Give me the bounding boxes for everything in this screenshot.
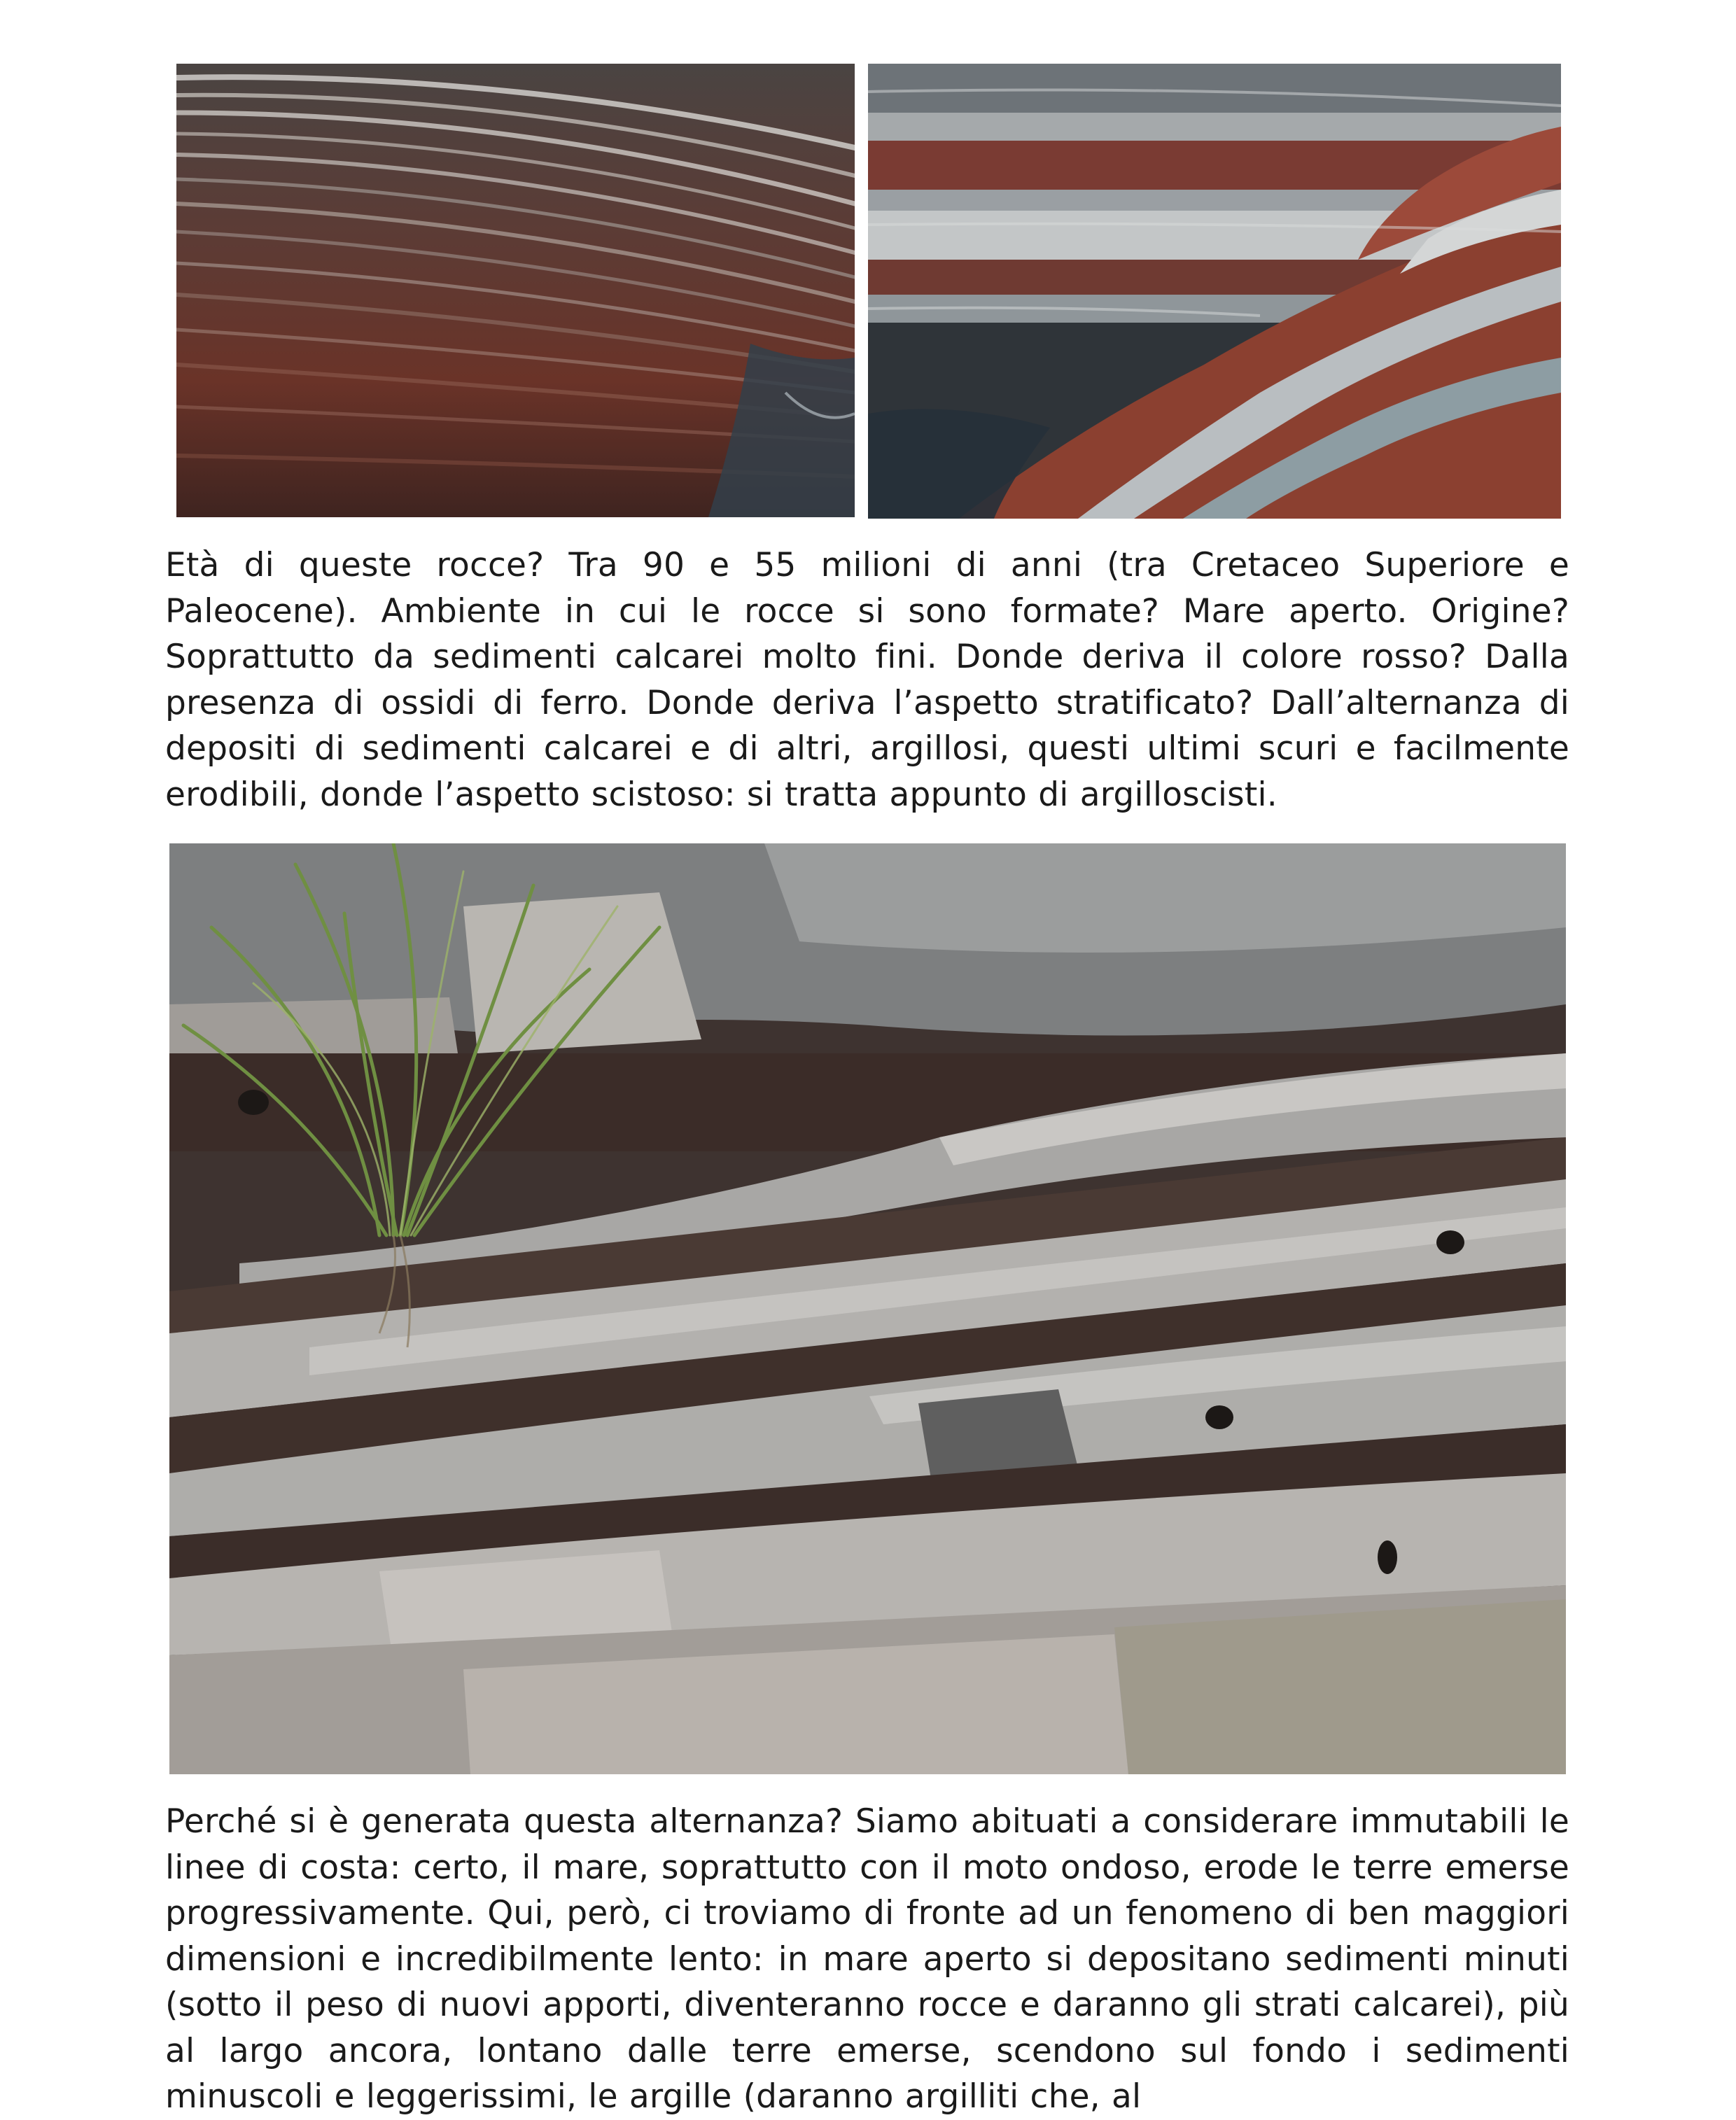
paragraph-age-origin: Età di queste rocce? Tra 90 e 55 milioni di anni (tra Cretaceo Superiore e Paleocene). Ambiente in cui le rocce si sono formate? Mare aperto. Origine? Soprattutto da sedimenti calcarei molto fini. Donde deriva il colore rosso? Dalla presenza di ossidi di ferro. Donde deriva l’aspetto stratificato? Dall’alternanza di depositi di sedimenti calcarei e di altri, argillosi, questi ultimi scuri e facilmente erodibili, donde l’aspetto scistoso: si tratta appunto di argilloscisti. [165, 546, 1569, 814]
paragraph-alternation: Perché si è generata questa alternanza? Siamo abituati a considerare immutabili le linee di costa: certo, il mare, soprattutto con il moto ondoso, erode le terre emerse progressivamente. Qui, però, ci troviamo di fronte ad un fenomeno di ben maggiori dimensioni e incredibilmente lento: in mare aperto si depositano sedimenti minuti (sotto il peso di nuovi apporti, diventeranno rocce e daranno gli strati calcarei), più al largo ancora, lontano dalle terre emerse, scendono sul fondo i sedimenti minuscoli e leggerissimi, le argille (daranno argilliti che, al [165, 1802, 1569, 2116]
photo-layered-rock-wall [176, 64, 855, 517]
limestone-clay-alternation-image [169, 843, 1566, 1774]
layered-rock-wall-image [176, 64, 855, 517]
photo-red-grey-strata [868, 64, 1561, 519]
photo-limestone-clay-alternation [169, 843, 1566, 1774]
red-grey-strata-image [868, 64, 1561, 519]
